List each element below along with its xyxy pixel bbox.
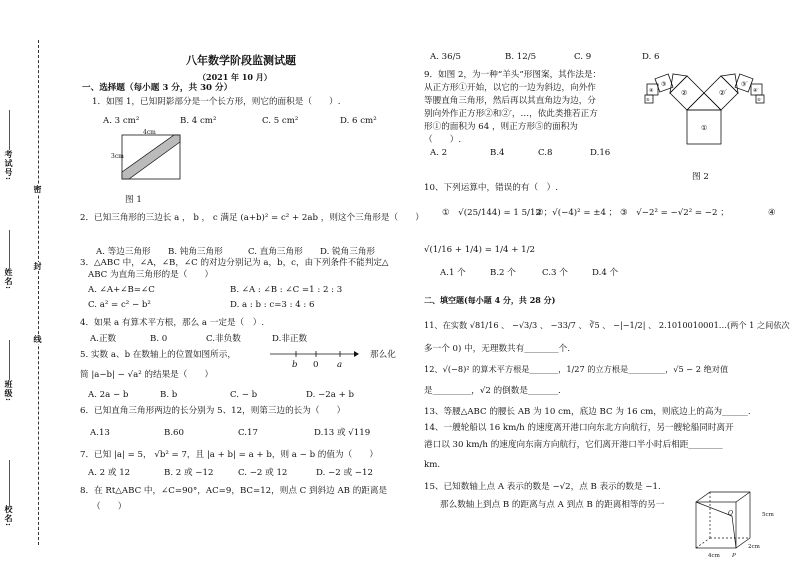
name-field[interactable]: [9, 230, 11, 268]
q5-stem-tail: 那么化: [370, 350, 396, 360]
name-label: 姓名:: [4, 268, 14, 290]
binding-line: [38, 40, 39, 545]
q8-option-d: D. 6: [642, 52, 660, 62]
fig1-label-top: 4cm: [143, 129, 156, 136]
q15-line-1: 15、已知数轴上点 A 表示的数是 −√2，点 B 表示的数是 −1.: [424, 482, 661, 492]
q3-option-a: A. ∠A+∠B=∠C: [88, 285, 155, 295]
cuboid-label-4cm: 4cm: [708, 553, 720, 559]
q4-option-a: A.正数: [90, 334, 117, 344]
seal-mi: 密: [33, 185, 43, 194]
q2-option-a: A. 等边三角形: [96, 247, 151, 257]
fig2-caption: 图 2: [692, 172, 709, 182]
q12-line-2: 是_________，√2 的倒数是_______.: [424, 386, 561, 396]
school-label: 校名:: [4, 505, 14, 527]
exam-number-label: 考试号:: [4, 150, 14, 181]
seal-feng: 封: [33, 262, 43, 271]
q9-line-4: 别向外作正方形②和②′，…，依此类推若正方: [424, 109, 598, 119]
q10-option-c: C.3 个: [542, 268, 568, 278]
cuboid-label-5cm: 5cm: [762, 512, 774, 518]
q2-option-d: D. 锐角三角形: [320, 247, 376, 257]
q9-line-6: （ ）.: [424, 135, 462, 145]
q5-option-b: B. b: [160, 390, 178, 400]
q9-line-5: 形①的面积为 64 ，则正方形⑤的面积为: [424, 122, 578, 132]
section-2-title: 二、填空题(每小题 4 分，共 28 分): [424, 295, 556, 305]
seal-xian: 线: [33, 335, 43, 344]
q9-option-c: C.8: [538, 148, 553, 158]
q7-option-c: C. −2 或 12: [238, 468, 288, 478]
q10-option-b: B.2 个: [490, 268, 516, 278]
fig1-label-left: 3cm: [111, 153, 124, 160]
q4-option-b: B. 0: [150, 334, 168, 344]
q11-line-2: 多一个 0) 中，无理数共有________个.: [424, 344, 570, 354]
q5-axis-b: b: [292, 360, 298, 370]
q10-item-2: ② √(−4)² = ±4 ；: [536, 208, 618, 218]
q8-option-b: B. 12/5: [505, 52, 537, 62]
q7-option-a: A. 2 或 12: [88, 468, 131, 478]
q10-item-1: ① √(25/144) = 1 5/12 ；: [442, 208, 553, 218]
q11-line-1: 11、在实数 √81/16 、 −√3/3 、 −33/7 、 ∛5 、 −|−1/2| 、 2.1010010001…(两个 1 之间依次: [424, 320, 790, 330]
q6-option-d: D.13 或 √119: [314, 428, 371, 438]
svg-text:②: ②: [681, 89, 688, 97]
q1-option-c: C. 5 cm²: [262, 116, 299, 126]
q14-line-3: km.: [424, 460, 441, 470]
q4-option-c: C.非负数: [206, 334, 241, 344]
q6-option-a: A.13: [90, 428, 110, 438]
q1-option-b: B. 4 cm²: [180, 116, 217, 126]
q3-stem-line1: 3．△ABC 中，∠A，∠B，∠C 的对边分别记为 a，b，c，由下列条件不能判定△: [80, 258, 389, 268]
q10-item-3: ③ √−2² = −√2² = −2 ；: [620, 208, 729, 218]
q1-stem: 1．如图 1，已知阴影部分是一个长方形，则它的面积是（ ）.: [92, 97, 341, 107]
q2-option-c: C. 直角三角形: [248, 247, 303, 257]
fig1-caption: 图 1: [125, 195, 142, 205]
q9-line-1: 9．如图 2，为一种“羊头”形图案，其作法是：: [424, 70, 602, 80]
page-title: 八年数学阶段监测试题: [186, 54, 296, 67]
section-1-title: 一、选择题（每小题 3 分，共 30 分）: [82, 83, 233, 93]
q10-item-4-marker: ④: [768, 208, 776, 218]
svg-text:⑤: ⑤: [646, 97, 650, 102]
q8-option-c: C. 9: [574, 52, 592, 62]
svg-text:①: ①: [701, 124, 708, 132]
svg-text:Q: Q: [728, 510, 733, 517]
q7-option-b: B. 2 或 −12: [164, 468, 214, 478]
q1-option-d: D. 6 cm²: [340, 116, 377, 126]
q12-line-1: 12、√(−8)² 的算术平方根是_______，1/27 的立方根是_________，√5 − 2 绝对值: [424, 364, 729, 374]
svg-text:④′: ④′: [753, 88, 759, 94]
q10-option-a: A.1 个: [440, 268, 466, 278]
svg-text:④: ④: [649, 88, 654, 94]
q7-stem: 7．已知 |a| = 5， √b² = 7，且 |a + b| = a + b，则 a − b 的值为（ ）: [80, 450, 378, 460]
q5-option-c: C. − b: [230, 390, 258, 400]
q5-option-a: A. 2a − b: [88, 390, 129, 400]
exam-date: （2021 年 10 月）: [198, 72, 272, 82]
q5-stem-line2: 简 |a−b| − √a² 的结果是（ ）: [80, 370, 214, 380]
q5-axis-0: 0: [313, 360, 319, 370]
q6-option-b: B.60: [164, 428, 184, 438]
svg-text:②′: ②′: [719, 89, 727, 97]
q7-option-d: D. −2 或 −12: [316, 468, 373, 478]
q8-option-a: A. 36/5: [430, 52, 461, 62]
q14-line-1: 14、一艘轮船以 16 km/h 的速度离开港口向东北方向航行，另一艘轮船同时离开: [424, 423, 734, 433]
q9-option-d: D.16: [590, 148, 611, 158]
q2-option-b: B. 钝角三角形: [168, 247, 223, 257]
exam-number-field[interactable]: [9, 110, 11, 150]
q9-option-a: A. 2: [430, 148, 448, 158]
q13: 13、等腰△ABC 的腰长 AB 为 10 cm，底边 BC 为 16 cm，则底边上的高为______.: [424, 407, 751, 417]
q3-option-d: D. a : b : c=3 : 4 : 6: [230, 300, 315, 310]
q9-line-3: 等腰直角三角形，然后再以其直角边为边，分: [424, 96, 596, 106]
class-field[interactable]: [9, 340, 11, 380]
svg-text:③: ③: [661, 81, 667, 88]
q10-stem: 10、下列运算中，错误的有（ ）.: [424, 183, 558, 193]
q5-axis-a: a: [337, 360, 343, 370]
q1-option-a: A. 3 cm²: [103, 116, 140, 126]
q4-option-d: D.非正数: [272, 334, 308, 344]
q14-line-2: 港口以 30 km/h 的速度向东南方向航行，它们离开港口半小时后相距________: [424, 440, 723, 450]
q15-line-2: 那么数轴上到点 B 的距离与点 A 到点 B 的距离相等的另一: [440, 500, 665, 510]
svg-text:⑤′: ⑤′: [757, 97, 762, 102]
q6-stem: 6．已知直角三角形两边的长分别为 5、12，则第三边的长为（ ）: [80, 406, 346, 416]
q9-line-2: 从正方形①开始，以它的一边为斜边，向外作: [424, 83, 596, 93]
q8-stem: 8．在 Rt△ABC 中，∠C=90°，AC=9，BC=12，则点 C 到斜边 AB 的距离是: [80, 486, 388, 496]
q10-item-4: √(1/16 + 1/4) = 1/4 + 1/2: [424, 245, 535, 255]
q9-option-b: B.4: [490, 148, 505, 158]
q3-option-b: B. ∠A : ∠B : ∠C =1 : 2 : 3: [230, 285, 343, 295]
school-field[interactable]: [9, 460, 11, 505]
cuboid-label-p: P: [732, 553, 736, 559]
q6-option-c: C.17: [238, 428, 258, 438]
q3-stem-line2: ABC 为直角三角形的是（ ）: [88, 270, 214, 280]
figure-2-sheep-head: [643, 72, 773, 170]
q5-option-d: D. −2a + b: [306, 390, 355, 400]
q2-stem: 2．已知三角形的三边长 a ， b ， c 满足 (a+b)² = c² + 2ab ，则这个三角形是（ ）: [80, 213, 424, 223]
q5-stem-line1: 5. 实数 a、b 在数轴上的位置如图所示，: [80, 350, 236, 360]
q10-option-d: D.4 个: [592, 268, 619, 278]
class-label: 班级:: [4, 380, 14, 402]
q3-option-c: C. a² = c² − b²: [88, 300, 151, 310]
cuboid-label-2cm: 2cm: [748, 544, 760, 550]
q4-stem: 4．如果 a 有算术平方根，那么 a 一定是（ ）.: [80, 318, 265, 328]
q8-paren: （ ）: [92, 502, 127, 512]
svg-text:③′: ③′: [741, 81, 748, 88]
